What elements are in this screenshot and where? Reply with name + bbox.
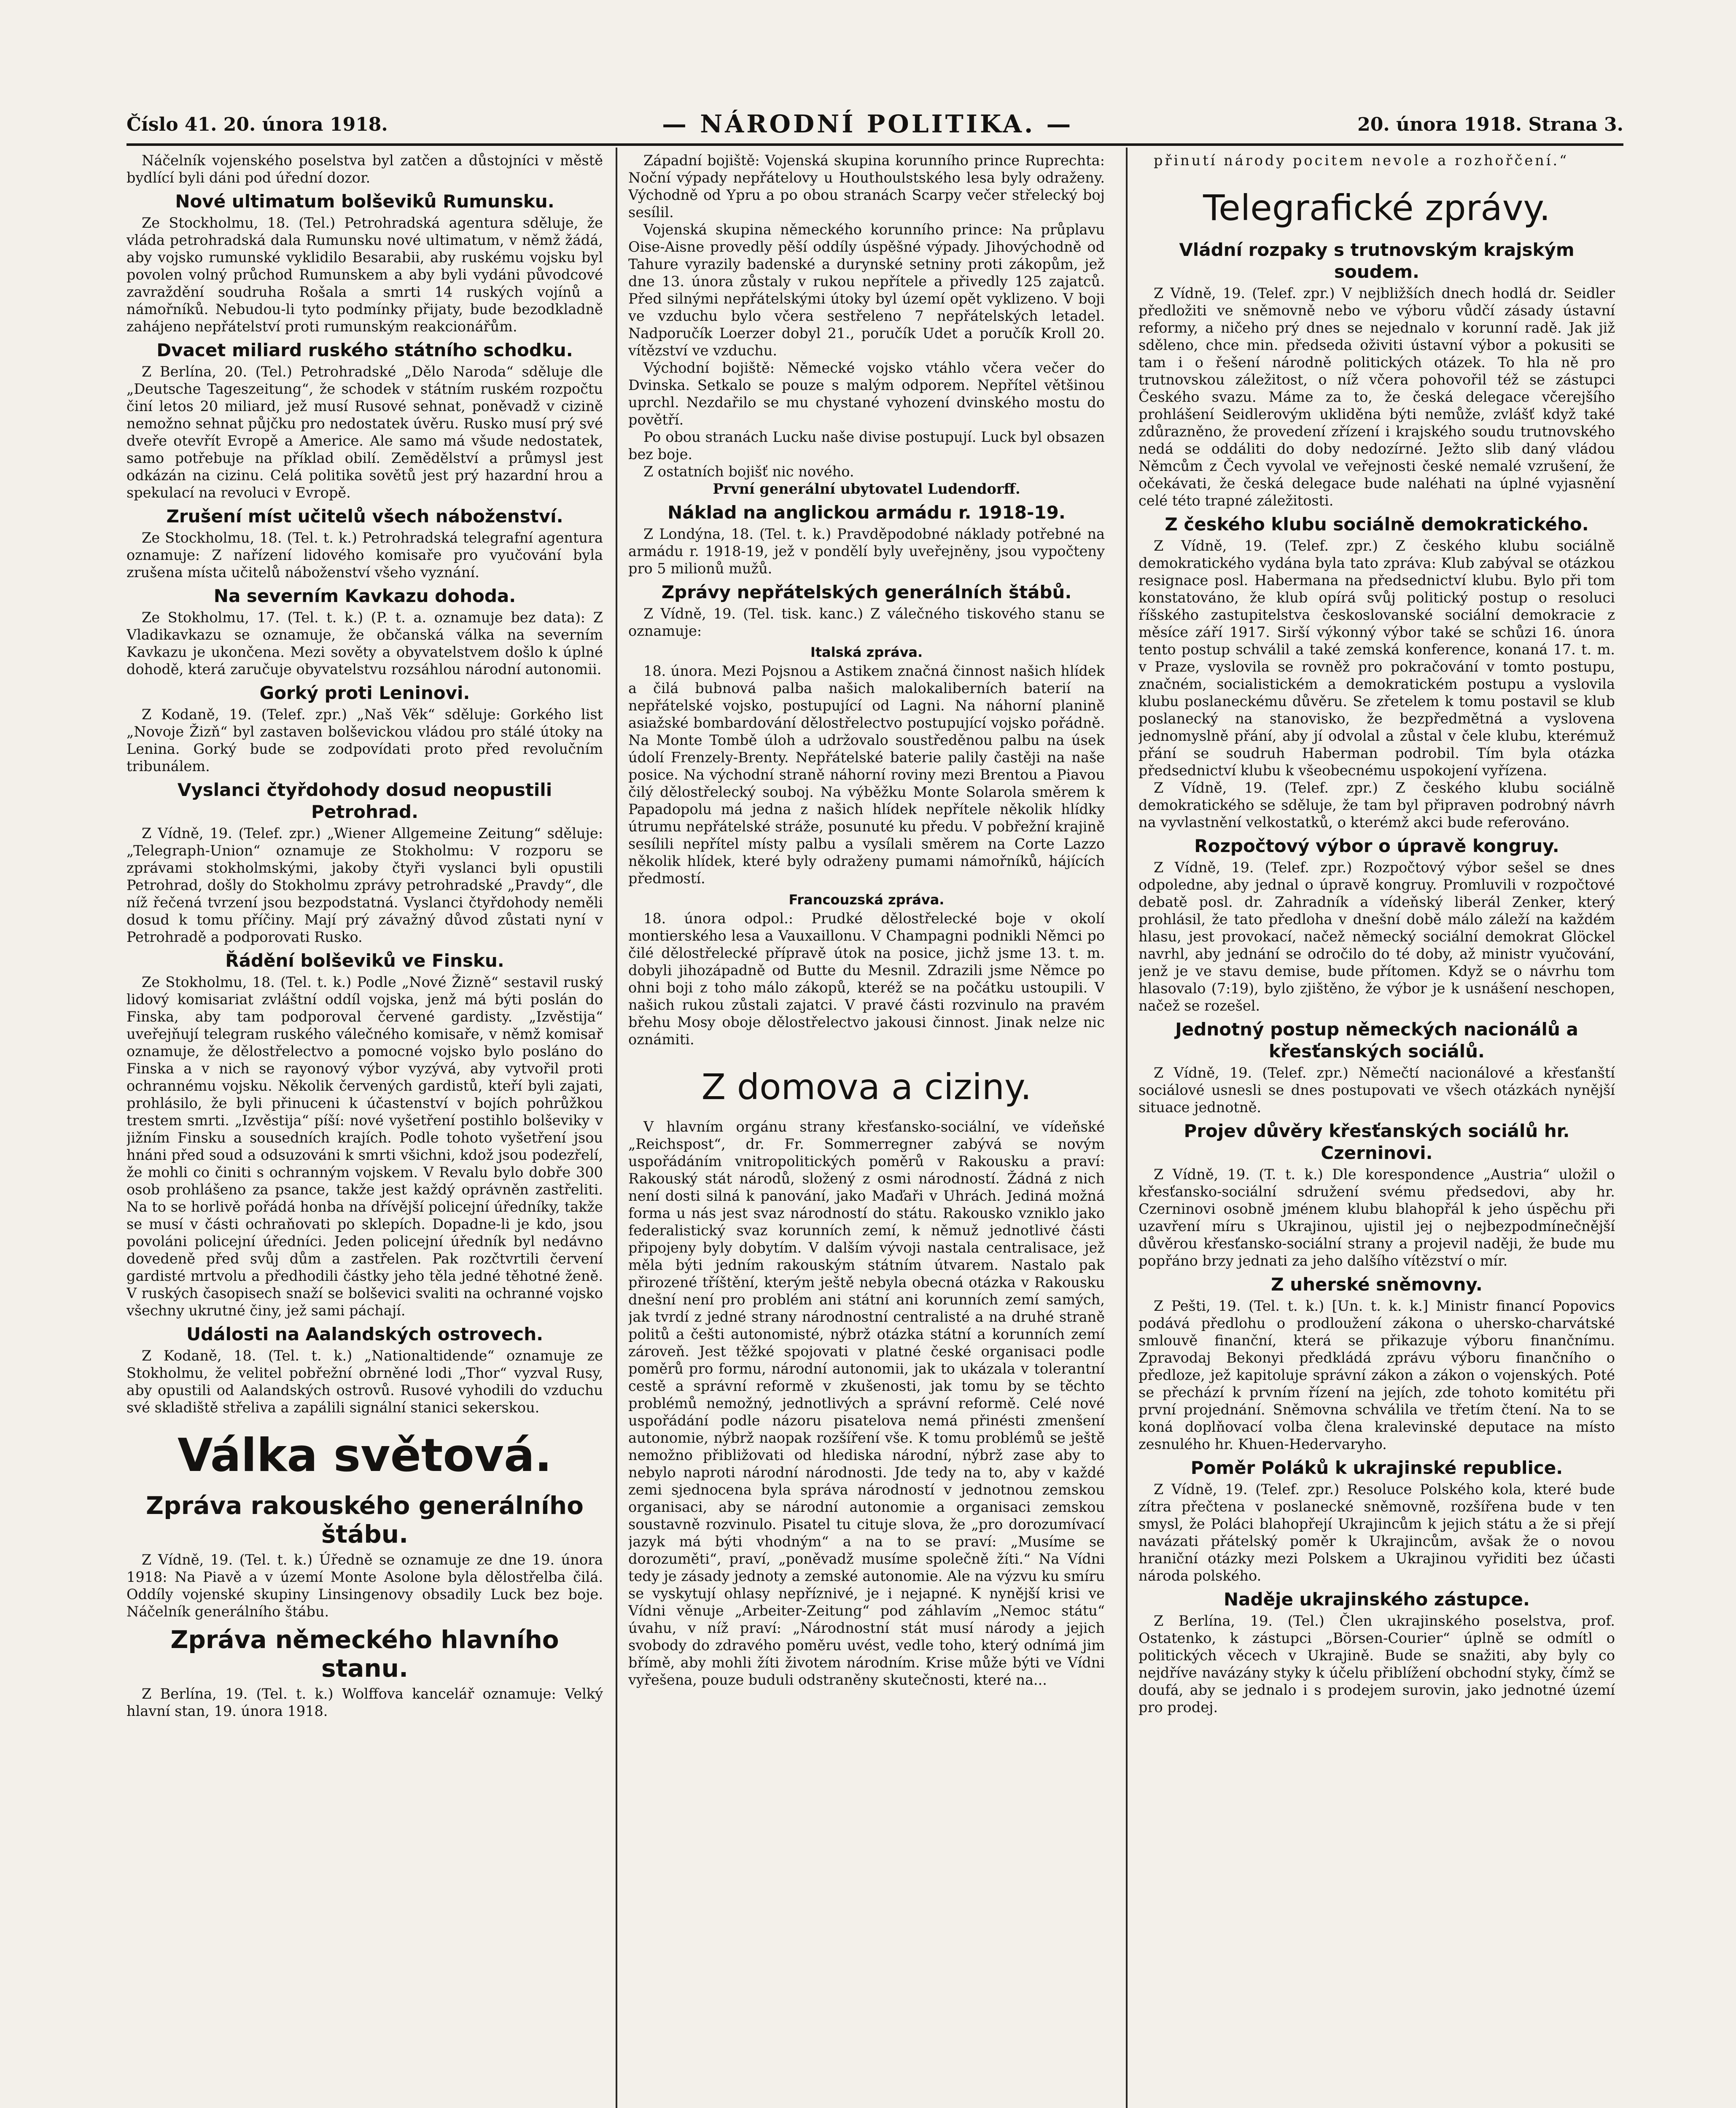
- column-1: [126, 152, 603, 2108]
- headline: Gorký proti Leninovi.: [259, 683, 470, 703]
- headline: Vyslanci čtyřdohody dosud neopustili Petrohrad.: [177, 780, 552, 822]
- headline: Zpráva německého hlavního stanu.: [170, 1625, 559, 1683]
- paragraph: Z Berlína, 19. (Tel.) Člen ukrajinského poselstva, prof. Ostatenko, k zástupci „Börsen-Courier“ úplně se odmítl o politických věcech v Ukrajině. Bude se snažiti, aby byly co nejdříve navázány styky k účelu přiblížení obchodní styky, čímž se doufá, aby se jednalo i s prodejem surovin, jako jednotné území pro prodej.: [1138, 1613, 1615, 1715]
- section-title: Válka světová.: [178, 1429, 552, 1482]
- headline: Rozpočtový výbor o úpravě kongruy.: [1194, 836, 1559, 856]
- column-3: [1138, 152, 1615, 2108]
- paragraph: Východní bojiště: Německé vojsko vtáhlo včera večer do Dvinska. Setkalo se pouze s malým odporem. Nepřítel většinou uprchl. Nezdařilo se mu chystané vyhození dvinského mostu do povětří.: [628, 360, 1105, 428]
- paragraph: Ze Stokholmu, 18. (Tel. t. k.) Podle „Nové Žizně“ sestavil ruský lidový komisariat zvláštní oddíl vojska, jenž má býti poslán do Finska, aby tam podporoval červené gardisty. „Izvěstija“ uveřejňují telegram ruského válečného komisaře, v němž komisař oznamuje, že dělostřelectvo a pomocné vojsko bylo posláno do Finska a v nich se rayonový výbor vyzývá, aby vytvořil proti ochrannému vojsku. Několik červených gardistů, kteří byli zajati, prohlásilo, že byli přinuceni k účastenství v bojích pohrůžkou trestem smrti. „Izvěstija“ píší: nové vyšetření postihlo bolševiky v jižním Finsku a sousedních krajích. Podle tohoto vyšetření jsou hnáni před soud a odsuzováni k smrti všichni, kdož jsou podezřelí, že mohli co činiti s ochranným vojskem. V Revalu bylo dobře 300 osob prohlášeno za psance, takže jest každý oprávněn zastřeliti. Na to se horlivě pořádá honba na dřívější policejní úředníky, takže se musí v části ochraňovati po sklepích. Dopadne-li je kdo, jsou povoláni policejní úředníci. Jeden policejní úředník byl nedávno dovedeně před svůj dům a zastřelen. Pak rozčtvrtili červení gardisté mrtvolu a předhodili částky jeho těla jedné těhotné ženě. V ruských časopisech snaží se bolševici svaliti na ochranné vojsko všechny ukrutné činy, jež sami páchají.: [126, 974, 603, 1319]
- headline: Zpráva rakouského generálního štábu.: [146, 1491, 584, 1549]
- page-header: [126, 97, 1623, 146]
- headline: Vládní rozpaky s trutnovským krajským soudem.: [1179, 239, 1575, 282]
- headline: Z českého klubu sociálně demokratického.: [1165, 514, 1589, 535]
- paragraph: Z Vídně, 19. (Telef. zpr.) V nejbližších dnech hodlá dr. Seidler předložiti ve sněmovně nebo ve výboru vůdčí zásady ústavní reformy, a ničeho prý dnes se nejednalo v korunní radě. Jak již sděleno, chce min. předseda oživiti ústavní výbor a pokusiti se tam i o řešení národně politických otázek. To hla ně pro trutnovskou záležitost, o níž včera pohovořil též se zástupci Českého svazu. Máme za to, že česká delegace včerejšího prohlášení Seidlerovým ukliděna býti nemůže, zvlášť když také zdůrazněno, že provedení zřízení i krajského soudu trutnovského nedá se oddáliti do doby nedozírné. Ježto slib daný vládou Němcům z Čech vyvolal ve veřejnosti české nemalé vzrušení, že očekávati, že česká delegace bude naléhati na úplné vyjasnění celé této trapné záležitosti.: [1138, 285, 1615, 509]
- paragraph: Z Berlína, 19. (Tel. t. k.) Wolffova kancelář oznamuje: Velký hlavní stan, 19. února 1918.: [126, 1686, 603, 1719]
- paragraph: Z Kodaně, 18. (Tel. t. k.) „Nationaltidende“ oznamuje ze Stokholmu, že velitel pobřežní obrněné lodi „Thor“ vyzval Rusy, aby opustili od Aalandských ostrovů. Rusové vyhodili do vzduchu své skladiště střeliva a zapálili signální stanici sekerskou.: [126, 1347, 603, 1416]
- paragraph: Z Vídně, 19. (Telef. zpr.) Z českého klubu sociálně demokratického vydána byla tato zpráva: Klub zabýval se otázkou resignace posl. Habermana na předsednictví klubu. Bylo při tom konstatováno, že klub opírá svůj politický postup o resoluci říšského zastupitelstva českoslovanské sociální demokracie z měsíce září 1917. Sirší výkonný výbor také se schůzi 16. února tento postup schválil a také zemská konference, konaná 17. t. m. v Praze, vyslovila se rovněž pro pokračování v tomto postupu, značném, socialistickém a demokratickém postupu a vyslovila klubu poslaneckému důvěru. Se zřetelem k tomu postavil se klub poslanecký na stanovisko, že bezpředmětná a vyslovena jednomyslně přání, aby jí odvolal a zůstal v čele klubu, kterémuž přání se soudruh Haberman podrobil. Tím byla otázka předsednictví klubu k všeobecnému uspokojení vyřízena.: [1138, 538, 1615, 779]
- headline: Na severním Kavkazu dohoda.: [213, 586, 516, 606]
- paragraph: Z Vídně, 19. (Telef. zpr.) Němečtí nacionálové a křesťanští sociálové usnesli se dnes postupovati ve všech otázkách nynější situace jednotně.: [1138, 1065, 1615, 1116]
- headline: Náklad na anglickou armádu r. 1918-19.: [667, 502, 1066, 523]
- headline: Nové ultimatum bolševiků Rumunsku.: [175, 191, 554, 212]
- subheadline: Italská zpráva.: [810, 644, 923, 660]
- headline: Naděje ukrajinského zástupce.: [1224, 1589, 1530, 1610]
- headline: Projev důvěry křesťanských sociálů hr. Czerninovi.: [1184, 1121, 1570, 1163]
- paragraph: Z Vídně, 19. (Tel. tisk. kanc.) Z válečného tiskového stanu se oznamuje:: [628, 605, 1105, 639]
- headline: Jednotný postup německých nacionálů a křesťanských sociálů.: [1175, 1019, 1578, 1062]
- issue-number: Číslo 41. 20. února 1918.: [126, 114, 388, 135]
- column-2: [628, 152, 1105, 2108]
- paragraph: Ze Stockholmu, 18. (Tel. t. k.) Petrohradská telegrafní agentura oznamuje: Z nařízení lidového komisaře pro vyučování byla zrušena místa učitelů náboženství všeho vyznání.: [126, 530, 603, 581]
- paragraph: Z Berlína, 20. (Tel.) Petrohradské „Dělo Naroda“ sděluje dle „Deutsche Tageszeitung“, že schodek v státním ruském rozpočtu činí letos 20 miliard, jež musí Rusové sehnat, poněvadž v cizině nemožno sehnat půjčku pro nedostatek úvěru. Rusko musí prý své dveře otevřít Evropě a Americe. Ale samo má všude nedostatek, samo potřebuje na příklad obilí. Zemědělství a průmysl jest odkázán na cizinu. Celá politika sovětů jest prý hazardní hrou a spekulací na revoluci v Evropě.: [126, 363, 603, 501]
- paragraph: Z ostatních bojišť nic nového.: [643, 463, 854, 480]
- subheadline: Francouzská zpráva.: [789, 892, 945, 908]
- paragraph: Vojenská skupina německého korunního prince: Na průplavu Oise-Aisne provedly pěší oddíly úspěšné výpady. Jihovýchodně od Tahure vyrazily badenské a durynské setniny proti zákopům, jež dne 13. února zůstaly v rukou nepřítele a přivedly 125 zajatců. Před silnými nepřátelskými útoky byl území opět vyklizeno. V boji ve vzduchu bylo včera sestřeleno 7 nepřátelských letadel. Nadporučík Loerzer dobyl 21., poručík Udet a poručík Kroll 20. vítězství ve vzduchu.: [628, 221, 1105, 359]
- headline: Zrušení míst učitelů všech náboženství.: [166, 506, 563, 527]
- paragraph: Z Vídně, 19. (Telef. zpr.) Z českého klubu sociálně demokratického se sděluje, že tam byl připraven podrobný návrh na vyvlastnění velkostatků, o kterémž akci bude referováno.: [1138, 780, 1615, 831]
- headline: Poměr Poláků k ukrajinské republice.: [1190, 1457, 1563, 1478]
- paragraph: Z Vídně, 19. (Telef. zpr.) Rozpočtový výbor sešel se dnes odpoledne, aby jednal o úpravě kongruy. Promluvili v rozpočtové debatě posl. dr. Zahradník a vídeňský liberál Zenker, který prohlásil, že tato předloha v dnešní době málo záleží na každém hlasu, jest provokací, načež německý sociální demokrat Glöckel navrhl, aby jednání se odročilo do té doby, až ministr vyučování, jenž je ve stavu demise, bude přítomen. Když se o návrhu tom hlasovalo (7:19), bylo zjištěno, že výbor je k usnášení neschopen, načež se rozešel.: [1138, 859, 1615, 1014]
- column-rule: [616, 148, 617, 2108]
- masthead: — NÁRODNÍ POLITIKA. —: [662, 110, 1074, 138]
- date-page: 20. února 1918. Strana 3.: [1357, 114, 1623, 135]
- paragraph: Z Londýna, 18. (Tel. t. k.) Pravděpodobné náklady potřebné na armádu r. 1918-19, jež v pondělí byly uveřejněny, jsou vypočteny pro 5 milionů mužů.: [628, 526, 1105, 577]
- section-title: Z domova a ciziny.: [701, 1066, 1032, 1108]
- paragraph: Z Vídně, 19. (Telef. zpr.) „Wiener Allgemeine Zeitung“ sděluje: „Telegraph-Union“ oznamuje ze Stokholmu: V rozporu se zprávami stokholmskými, jakoby čtyři vyslanci byli opustili Petrohrad, došly do Stokholmu zprávy petrohradské „Pravdy“, dle níž řečená tvrzení jsou bezpodstatná. Vyslanci čtyřdohody neměli dosud k tomu příčiny. Mají prý závažný důvod zůstati nyní v Petrohradě a podporovati Rusko.: [126, 825, 603, 945]
- paragraph: Po obou stranách Lucku naše divise postupují. Luck byl obsazen bez boje.: [628, 429, 1105, 462]
- headline: Události na Aalandských ostrovech.: [186, 1324, 544, 1344]
- paragraph: Z Pešti, 19. (Tel. t. k.) [Un. t. k. k.] Ministr financí Popovics podává předlohu o prodloužení zákona o uhersko-charvátské smlouvě finanční, která se přikazuje výboru finančnímu. Zpravodaj Bekonyi předkládá zprávu výboru finančního o předloze, jež kapitoluje správní zákon a zákon o vojenských. Poté se přechází k prvním řízení na jejích, zde tohoto komitétu při první projednání. Sněmovna schválila ve třetím čtení. Na to se koná doplňovací volba člena kralevinské deputace na místo zesnulého hr. Khuen-Hedervaryho.: [1138, 1298, 1615, 1452]
- paragraph: V hlavním orgánu strany křesťansko-sociální, ve vídeňské „Reichspost“, dr. Fr. Sommerregner zabývá se novým uspořádáním vnitropolitických poměrů v Rakousku a praví: Rakouský stát národů, složený z osmi národností. Žádná z nich není dosti silná k panování, jako Maďaři v Uhrách. Jediná možná forma u nás jest svaz národností do státu. Rakousko vzniklo jako federalistický svaz korunních zemí, k němuž jednotlivé části připojeny byly dobytím. V dalším vývoji nastala centralisace, jež měla býti jedním rakouským státním útvarem. Nastalo pak přirozené tříštění, kterým ještě nebyla obecná otázka v Rakousku dnešní není pro problém ani státní ani korunních zemí samých, jak tvrdí z jedné strany národnostní centralisté a na druhé straně politů a češti autonomisté, nýbrž otázka státní a korunních zemí zároveň. Jest těžké spojovati v platné české organisaci podle poměrů pro formu, národní autonomii, jak to ukázala v tolerantní cestě a správní reformě v zkušenosti, jak tomu by se těchto problémů nemožný, jednotlivých a správní reformě. Celé nové uspořádání podle názoru pisatelova nemá přinésti zmenšení autonomie, nýbrž naopak rozšíření vše. K tomu problémů se ještě nemožno přibližovati od hlediska národní, nýbrž zase aby to nebylo naproti národní národnosti. Jde tedy na to, aby v každé zemi sjednocena byla správa národností v jednotnou zemskou organisaci, aby se národní autonomie a organisaci zemskou soustavně rozvinulo. Pisatel tu cituje slova, že „pro dorozumívací jazyk má býti vhodným“ a na to se praví: „Musíme se dorozuměti“, praví, „poněvadž musíme společně žíti.“ Na Vídni tedy je zásady jednoty a zemské autonomie. Ale na výzvu ku smíru se vyskytují ohlasy nepříznivé, je i nejapné. K nynější krisi ve Vídni věnuje „Arbeiter-Zeitung“ pod záhlavím „Nemoc státu“ úvahu, v níž praví: „Národnostní stát musí národy a jejich svobody do zdravého poměru uvést, vedle toho, který odnímá jim břímě, aby mohli žíti životem národním. Krise může býti ve Vídni vyřešena, pouze buduli odstraněny skutečnosti, které na...: [628, 1119, 1105, 1688]
- headline: Řádění bolševiků ve Finsku.: [225, 950, 504, 971]
- paragraph: 18. února odpol.: Prudké dělostřelecké boje v okolí montierského lesa a Vauxaillonu. V Champagni podnikli Němci po čilé dělostřelecké přípravě útok na posice, jichž jsme 13. t. m. dobyli jihozápadně od Butte du Mesnil. Zdrazili jsme Němce po ohni boji z toho málo zákopů, kteréž se na počátku ustoupili. V našich rukou zůstali zajatci. V pravé části rozvinulo na pravém břehu Mosy oboje dělostřelectvo jakousi činnost. Jinak nelze nic oznámiti.: [628, 910, 1105, 1048]
- column-rule: [1126, 148, 1128, 2108]
- signature: První generální ubytovatel Ludendorff.: [713, 481, 1020, 497]
- paragraph: 18. února. Mezi Pojsnou a Astikem značná činnost našich hlídek a čilá bubnová palba našich malokaliberních baterií na nepřátelské vojsko, postupující od Lagni. Na náhorní planině asiažské bombardování dělostřelectvo postupující vojsko pořádně. Na Monte Tombě úloh a udržovalo soustředěnou palbu na úsek údolí Frenzely-Brenty. Nepřátelské baterie palily častěji na naše posice. Na východní straně náhorní roviny mezi Brentou a Piavou čilý dělostřelecký souboj. Na výběžku Monte Solarola směrem k Papadopolu má jedna z našich hlídek nepřítele několik hlídky útrumu nepřátelské stráže, posunuté ku předu. V pobřežní krajině sesílili nepřítel místy palbu a vysílali směrem na Corte Lazzo několik hlídek, které byly odraženy pumami námořníků, hájících předmostí.: [628, 663, 1105, 887]
- paragraph: Z Vídně, 19. (T. t. k.) Dle korespondence „Austria“ uložil o křesťansko-sociální sdružení svému předsedovi, aby hr. Czerninovi osobně jménem klubu blahopřál k jeho úspěchu při uzavření míru s Ukrajinou, ujistil jej o nejbezpodmínečnější důvěrou křesťansko-sociální strany a projevil naději, že bude mu popřáno brzy jednati za jeho dalšího vítězství o mír.: [1138, 1166, 1615, 1269]
- newspaper-page: [126, 97, 1623, 2108]
- paragraph: Západní bojiště: Vojenská skupina korunního prince Ruprechta: Noční výpady nepřátelovy u Houthoulstského lesa byly odraženy. Východně od Ypru a po obou stranách Scarpy večer střelecký boj sesílil.: [628, 152, 1105, 220]
- paragraph: Ze Stockholmu, 18. (Tel.) Petrohradská agentura sděluje, že vláda petrohradská dala Rumunsku nové ultimatum, v němž žádá, aby vojsko rumunské vyklidilo Besarabii, aby ruskému vojsku byl povolen volný průchod Rumunskem a aby byli vydáni původcové zavraždění soudruha Rošala a smrti 14 ruských vojínů a námořníků. Nebudou-li tyto podmínky přijaty, bude bezodkladně zahájeno nepřátelství proti rumunským reakcionářům.: [126, 215, 603, 335]
- paragraph: Z Kodaně, 19. (Telef. zpr.) „Naš Věk“ sděluje: Gorkého list „Novoje Žizň“ byl zastaven bolševickou vládou pro stálé útoky na Lenina. Gorký bude se zodpovídati proto před revolučním tribunálem.: [126, 706, 603, 774]
- paragraph: Ze Stokholmu, 17. (Tel. t. k.) (P. t. a. oznamuje bez data): Z Vladikavkazu se oznamuje, že občanská válka na severním Kavkazu je ukončena. Mezi sověty a obyvatelstvem došlo k úplné dohodě, která zaručuje obyvatelstvu rozsáhlou národní autonomii.: [126, 609, 603, 678]
- section-title: Telegrafické zprávy.: [1203, 187, 1550, 229]
- headline: Zprávy nepřátelských generálních štábů.: [661, 582, 1072, 602]
- paragraph: Náčelník vojenského poselstva byl zatčen a důstojníci v městě bydlící byli dáni pod úřední dozor.: [126, 152, 603, 186]
- headline: Z uherské sněmovny.: [1271, 1274, 1483, 1295]
- headline: Dvacet miliard ruského státního schodku.: [156, 340, 573, 360]
- paragraph: Z Vídně, 19. (Tel. t. k.) Úředně se oznamuje ze dne 19. února 1918: Na Piavě a v území Monte Asolone byla dělostřelba čilá. Oddíly vojenské skupiny Linsingenovy obsadily Luck bez boje. Náčelník generálního štábu.: [126, 1551, 603, 1620]
- paragraph: Z Vídně, 19. (Telef. zpr.) Resoluce Polského kola, které bude zítra přečtena v poslanecké sněmovně, rozšířena bude v ten smysl, že Poláci blahopřejí Ukrajincům k jejich státu a že si přejí navázati přátelský poměr k Ukrajincům, avšak že o novou hraniční otázky mezi Polskem a Ukrajinou vyřiditi bez účasti národa polského.: [1138, 1481, 1615, 1584]
- paragraph: přinutí národy pocitem nevole a rozhořčení.“: [1154, 152, 1569, 169]
